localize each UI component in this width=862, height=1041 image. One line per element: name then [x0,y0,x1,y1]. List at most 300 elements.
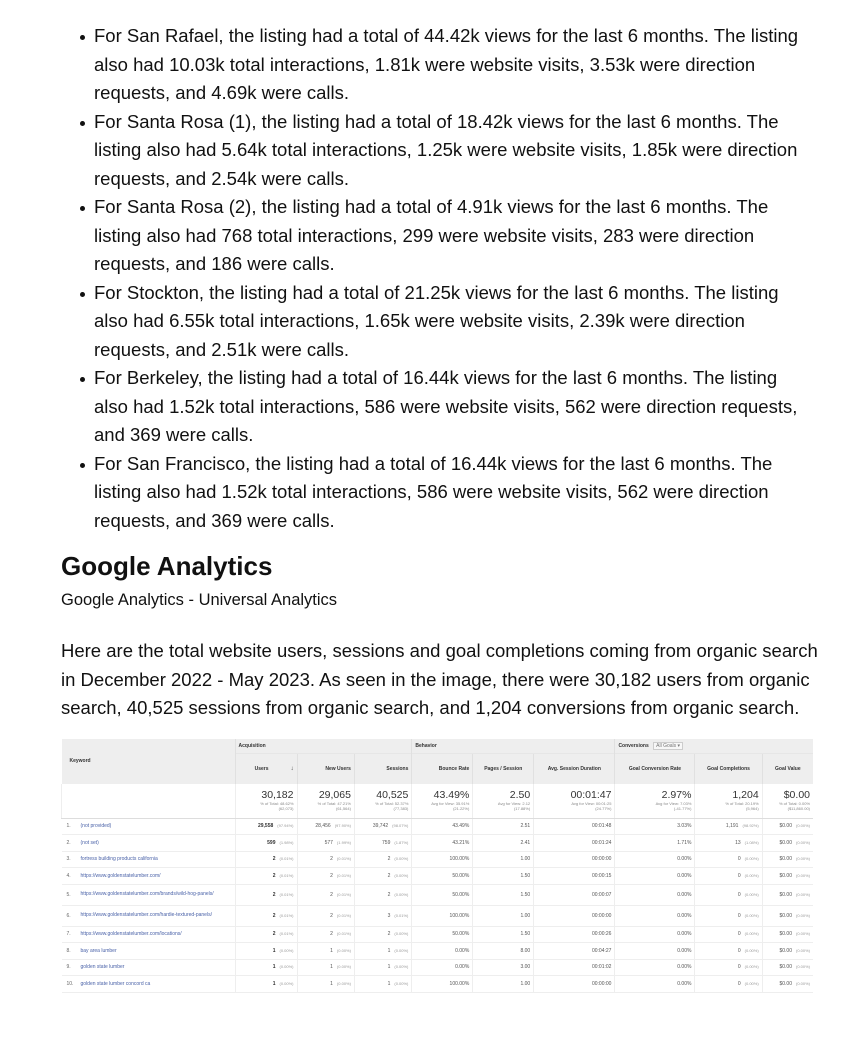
cell-pages-per-session [473,818,534,835]
cell-value: 1 [387,947,391,954]
column-header-label: Goal Value [775,765,801,772]
column-header-label: Sessions [386,765,409,772]
cell-percent: (1.99%) [336,839,351,845]
cell-sessions [354,884,411,905]
cell-value: 00:00:00 [591,980,612,987]
total-goal-conversion-rate [615,784,695,819]
cell-users [235,943,297,960]
total-subtext: Avg for View: 35.91% [431,801,470,806]
totals-label-cell [62,784,236,819]
cell-percent: (0.00%) [795,912,810,918]
cell-percent: (0.00%) [744,856,759,862]
total-subtext: (61,564) [336,806,351,811]
cell-pages-per-session [473,835,534,852]
total-avg-session-duration [534,784,615,819]
cell-percent: (0.00%) [744,891,759,897]
cell-percent: (0.00%) [394,947,409,953]
cell-sessions [354,835,411,852]
chevron-down-icon: ▾ [677,742,681,749]
conversions-group-header [615,739,813,754]
cell-value: 1 [330,980,333,987]
cell-value: 1.50 [520,891,531,898]
cell-value: 0.00% [677,856,692,863]
cell-value: 0 [737,912,741,919]
cell-pages-per-session [473,959,534,976]
cell-value: 0 [737,891,741,898]
section-heading: Google Analytics [61,551,273,581]
cell-value: 2 [387,872,391,879]
conversions-label: Conversions [618,742,649,749]
table-row [62,835,814,852]
cell-value: 1 [387,964,391,971]
cell-pages-per-session [473,943,534,960]
cell-value: $0.00 [779,947,792,954]
total-subtext: (21.22%) [453,806,470,811]
cell-value: 0 [737,856,741,863]
row-index: 6. [66,912,71,919]
cell-value: 43.49% [452,823,470,830]
cell-bounce-rate [412,868,473,885]
table-row [62,868,814,885]
total-value: 2.50 [509,789,531,801]
cell-value: $0.00 [779,872,792,879]
cell-value: 0.00% [677,872,692,879]
cell-percent: (0.00%) [394,931,409,937]
row-index: 5. [66,891,71,898]
section-paragraph: Here are the total website users, sessions and goal completions coming from organic search in December 2022 - May 2023. As seen in the image, there were 30,182 users from organic search, 40,525 sessions from organic search, and 1,204 conversions from organic search. [61,640,818,718]
cell-goal-value [762,943,813,960]
cell-bounce-rate [412,976,473,993]
cell-percent: (0.01%) [336,891,351,897]
total-subtext: Avg for View: 2.12 [497,801,531,806]
row-index: 3. [66,856,71,863]
cell-percent: (0.00%) [279,964,294,970]
cell-users [235,884,297,905]
cell-goal-value [762,976,813,993]
column-header-goal-completions[interactable] [695,753,762,784]
cell-percent: (0.00%) [795,872,810,878]
cell-value: 3.00 [520,964,531,971]
cell-value: 2 [272,931,276,938]
column-header-pages-per-session[interactable] [473,753,534,784]
keyword-cell [62,851,236,868]
cell-value: 1 [330,947,333,954]
cell-avg-session-duration [534,868,615,885]
cell-value: 00:01:48 [591,823,612,830]
keyword-link[interactable]: https://www.goldenstatelumber.com/locations/ [80,931,182,938]
cell-percent: (0.00%) [744,980,759,986]
cell-value: 1 [330,964,333,971]
cell-percent: (1.08%) [744,839,759,845]
column-header-goal-value[interactable] [762,753,813,784]
keyword-link[interactable]: golden state lumber concord ca [80,980,151,987]
cell-percent: (0.00%) [744,872,759,878]
goal-selector-dropdown[interactable] [653,742,683,750]
bullet-santa-rosa-1: For Santa Rosa (1), the listing had a total of 18.42k views for the last 6 months. The listing also had 5.64k total interactions, 1.25k were website visits, 1.85k were direction requests, and 2.54k were calls. [94,108,814,194]
cell-value: 2 [330,872,333,879]
cell-goal-completions [695,851,762,868]
cell-goal-conversion-rate [615,905,695,926]
cell-value: $0.00 [779,891,792,898]
total-pages-per-session [473,784,534,819]
cell-new-users [297,884,354,905]
cell-percent: (0.00%) [336,947,351,953]
cell-pages-per-session [473,884,534,905]
cell-value: 2 [330,912,333,919]
cell-new-users [297,868,354,885]
google-analytics-table [61,739,813,993]
cell-percent: (0.01%) [336,912,351,918]
cell-percent: (0.00%) [744,947,759,953]
cell-value: 00:00:15 [591,872,612,879]
cell-bounce-rate [412,884,473,905]
cell-value: 0.00% [455,947,470,954]
cell-bounce-rate [412,959,473,976]
bullet-stockton: For Stockton, the listing had a total of 21.25k views for the last 6 months. The listing also had 6.55k total interactions, 1.65k were website visits, 2.39k were direction requests, and 2.51k were calls. [94,279,814,365]
total-users [235,784,297,819]
cell-value: 1.50 [520,931,531,938]
cell-percent: (0.00%) [394,856,409,862]
cell-value: 0.00% [677,891,692,898]
total-value: 30,182 [261,789,294,801]
keyword-cell [62,868,236,885]
bullet-san-rafael: For San Rafael, the listing had a total of 44.42k views for the last 6 months. The listing also had 10.03k total interactions, 1.81k were website visits, 3.53k were direction requests, and 4.69k were calls. [94,22,814,108]
cell-pages-per-session [473,851,534,868]
table-row [62,959,814,976]
cell-value: $0.00 [779,912,792,919]
cell-goal-value [762,905,813,926]
cell-value: 1,191 [725,823,739,830]
cell-value: 759 [382,839,391,846]
cell-value: 13 [735,839,741,846]
column-header-sessions[interactable] [354,753,411,784]
total-goal-completions [695,784,762,819]
keyword-link[interactable]: https://www.goldenstatelumber.com/brands/wild-hog-panels/ [80,891,214,898]
cell-goal-completions [695,976,762,993]
cell-value: 8.00 [520,947,531,954]
keyword-cell [62,884,236,905]
keyword-cell [62,905,236,926]
bullet-san-francisco: For San Francisco, the listing had a total of 16.44k views for the last 6 months. The listing also had 1.52k total interactions, 586 were website visits, 562 were direction requests, and 369 were calls. [94,450,814,536]
total-subtext: (24.77%) [595,806,612,811]
cell-percent: (0.00%) [744,931,759,937]
cell-percent: (0.01%) [336,856,351,862]
cell-value: 0 [737,947,741,954]
row-index: 4. [66,872,71,879]
cell-goal-conversion-rate [615,851,695,868]
cell-pages-per-session [473,868,534,885]
cell-value: 29,558 [257,823,274,830]
totals-row [62,784,814,819]
cell-avg-session-duration [534,818,615,835]
cell-value: 28,456 [315,823,331,830]
cell-percent: (0.00%) [394,872,409,878]
keyword-link[interactable]: https://www.goldenstatelumber.com/hardie-textured-panels/ [80,912,212,919]
cell-percent: (98.92%) [742,823,759,829]
cell-bounce-rate [412,835,473,852]
bullet-santa-rosa-2: For Santa Rosa (2), the listing had a total of 4.91k views for the last 6 months. The listing also had 768 total interactions, 299 were website visits, 283 were direction requests, and 186 were calls. [94,193,814,279]
cell-pages-per-session [473,905,534,926]
total-subtext: (5,964) [745,806,759,811]
cell-users [235,851,297,868]
cell-percent: (0.00%) [336,980,351,986]
cell-value: 3 [387,912,391,919]
total-subtext: (77,383) [393,806,409,811]
cell-percent: (0.00%) [795,947,810,953]
keyword-link[interactable]: golden state lumber [80,964,125,971]
cell-percent: (0.00%) [394,980,409,986]
acquisition-group-header: Acquisition [235,739,412,754]
cell-goal-value [762,851,813,868]
cell-value: $0.00 [779,931,792,938]
table-row [62,818,814,835]
total-subtext: % of Total: 48.62% [260,801,294,806]
column-header-goal-conversion-rate[interactable] [615,753,695,784]
column-header-users[interactable] [235,753,297,784]
section-subtitle: Google Analytics - Universal Analytics [61,591,338,609]
cell-value: 2 [387,891,391,898]
total-value: 40,525 [376,789,409,801]
total-new-users [297,784,354,819]
cell-goal-conversion-rate [615,976,695,993]
cell-new-users [297,926,354,943]
cell-percent: (0.00%) [394,891,409,897]
cell-new-users [297,959,354,976]
cell-value: 43.21% [452,839,470,846]
cell-goal-completions [695,959,762,976]
row-index: 1. [66,823,71,830]
total-subtext: Avg for View: 00:01:25 [571,801,612,806]
cell-percent: (0.01%) [336,872,351,878]
cell-users [235,868,297,885]
cell-avg-session-duration [534,905,615,926]
cell-bounce-rate [412,818,473,835]
cell-goal-conversion-rate [615,868,695,885]
cell-users [235,959,297,976]
cell-value: 0.00% [677,912,692,919]
total-sessions [354,784,411,819]
cell-bounce-rate [412,943,473,960]
cell-value: 2 [330,891,333,898]
keyword-cell [62,959,236,976]
listing-summary-list [61,0,814,535]
cell-value: 39,742 [372,823,389,830]
column-header-label: Goal Completions [707,765,750,772]
cell-percent: (0.01%) [279,912,294,918]
sort-arrow-down-icon[interactable]: ↓ [290,765,294,772]
total-subtext: % of Total: 47.21% [317,801,351,806]
cell-percent: (1.87%) [394,839,409,845]
column-header-label: Users [254,765,269,772]
total-subtext: Avg for View: 7.03% [655,801,692,806]
cell-value: 599 [267,839,276,846]
cell-goal-completions [695,818,762,835]
cell-percent: (0.01%) [279,891,294,897]
cell-percent: (0.00%) [744,912,759,918]
total-value: $0.00 [783,789,810,801]
row-index: 8. [66,947,71,954]
keyword-link[interactable]: bay area lumber [80,947,117,954]
cell-percent: (97.90%) [334,823,351,829]
cell-users [235,976,297,993]
cell-avg-session-duration [534,926,615,943]
cell-value: 00:04:27 [591,947,612,954]
cell-new-users [297,818,354,835]
cell-value: 00:00:26 [591,931,612,938]
keyword-link[interactable]: https://www.goldenstatelumber.com/ [80,872,161,879]
bullet-berkeley: For Berkeley, the listing had a total of 16.44k views for the last 6 months. The listing also had 1.52k total interactions, 586 were website visits, 562 were direction requests, and 369 were calls. [94,364,814,450]
column-header-label: Goal Conversion Rate [628,765,682,772]
cell-value: $0.00 [779,823,792,830]
cell-goal-completions [695,835,762,852]
cell-goal-value [762,959,813,976]
keyword-link[interactable]: (not provided) [80,823,112,830]
cell-value: $0.00 [779,980,792,987]
total-bounce-rate [412,784,473,819]
cell-percent: (0.01%) [279,931,294,937]
cell-value: 50.00% [452,931,470,938]
cell-value: 00:00:00 [591,912,612,919]
total-subtext: % of Total: 20.19% [725,801,759,806]
cell-value: 2 [387,856,391,863]
cell-value: 50.00% [452,872,470,879]
cell-percent: (0.00%) [795,964,810,970]
cell-value: 0.00% [455,964,470,971]
table-row [62,905,814,926]
cell-percent: (0.00%) [279,980,294,986]
total-value: 29,065 [318,789,351,801]
total-value: 1,204 [732,789,759,801]
cell-value: 1.50 [520,872,531,879]
cell-value: 1.00 [520,980,531,987]
cell-value: 1.00 [520,856,531,863]
cell-new-users [297,943,354,960]
cell-bounce-rate [412,905,473,926]
cell-percent: (0.00%) [279,947,294,953]
cell-avg-session-duration [534,851,615,868]
cell-percent: (0.00%) [795,980,810,986]
cell-percent: (0.01%) [336,931,351,937]
cell-percent: (97.94%) [277,823,294,829]
cell-avg-session-duration [534,835,615,852]
cell-percent: (0.00%) [795,856,810,862]
total-goal-value [762,784,813,819]
cell-value: 1.00 [520,912,531,919]
total-subtext: (62,073) [278,806,294,811]
cell-percent: (98.07%) [392,823,409,829]
cell-value: 2.41 [520,839,531,846]
cell-sessions [354,926,411,943]
cell-percent: (0.00%) [795,823,810,829]
total-subtext: ($11,860.00) [787,806,810,811]
cell-users [235,818,297,835]
cell-sessions [354,943,411,960]
column-header-label: New Users [325,765,351,772]
cell-goal-completions [695,905,762,926]
cell-value: 100.00% [449,856,470,863]
column-header-new-users[interactable] [297,753,354,784]
total-value: 00:01:47 [570,789,612,801]
cell-value: 50.00% [452,891,470,898]
total-subtext: % of Total: 0.00% [778,801,810,806]
total-subtext: % of Total: 52.37% [375,801,409,806]
cell-sessions [354,818,411,835]
cell-sessions [354,976,411,993]
keyword-cell [62,943,236,960]
cell-value: 2 [272,891,276,898]
cell-percent: (0.00%) [744,964,759,970]
cell-new-users [297,905,354,926]
column-header-avg-session-duration[interactable] [534,753,615,784]
goal-selector-value: All Goals [656,742,677,749]
cell-value: 00:01:24 [591,839,612,846]
cell-value: 0 [737,964,741,971]
cell-value: 0 [737,872,741,879]
row-index: 9. [66,964,71,971]
cell-sessions [354,851,411,868]
cell-value: 0 [737,931,741,938]
cell-sessions [354,959,411,976]
cell-value: 00:00:00 [591,856,612,863]
cell-percent: (0.00%) [394,964,409,970]
cell-goal-completions [695,943,762,960]
cell-value: 1.71% [677,839,692,846]
keyword-link[interactable]: (not set) [80,839,99,846]
cell-new-users [297,976,354,993]
keyword-header[interactable]: Keyword [62,739,236,784]
cell-value: 2 [330,931,333,938]
cell-goal-conversion-rate [615,943,695,960]
cell-pages-per-session [473,926,534,943]
cell-value: 2 [272,856,276,863]
cell-sessions [354,868,411,885]
cell-percent: (0.01%) [394,912,409,918]
cell-value: 100.00% [449,912,470,919]
keyword-link[interactable]: fortress building products california [80,856,158,863]
cell-goal-conversion-rate [615,818,695,835]
cell-goal-conversion-rate [615,884,695,905]
cell-avg-session-duration [534,976,615,993]
cell-percent: (0.00%) [795,931,810,937]
cell-goal-conversion-rate [615,959,695,976]
cell-value: $0.00 [779,856,792,863]
cell-goal-value [762,835,813,852]
column-header-label: Avg. Session Duration [547,765,601,772]
column-header-bounce-rate[interactable] [412,753,473,784]
cell-goal-value [762,868,813,885]
cell-value: 2 [272,872,276,879]
table-row [62,884,814,905]
cell-value: 0.00% [677,931,692,938]
cell-users [235,926,297,943]
cell-goal-value [762,884,813,905]
cell-percent: (0.00%) [795,891,810,897]
cell-goal-completions [695,926,762,943]
cell-percent: (0.00%) [795,839,810,845]
cell-users [235,835,297,852]
cell-value: 1 [272,964,276,971]
cell-avg-session-duration [534,959,615,976]
cell-value: $0.00 [779,964,792,971]
keyword-cell [62,926,236,943]
cell-goal-value [762,818,813,835]
row-index: 10. [66,980,74,987]
cell-percent: (0.01%) [279,872,294,878]
cell-percent: (0.01%) [279,856,294,862]
cell-bounce-rate [412,851,473,868]
cell-value: 2.51 [520,823,531,830]
cell-value: $0.00 [779,839,792,846]
